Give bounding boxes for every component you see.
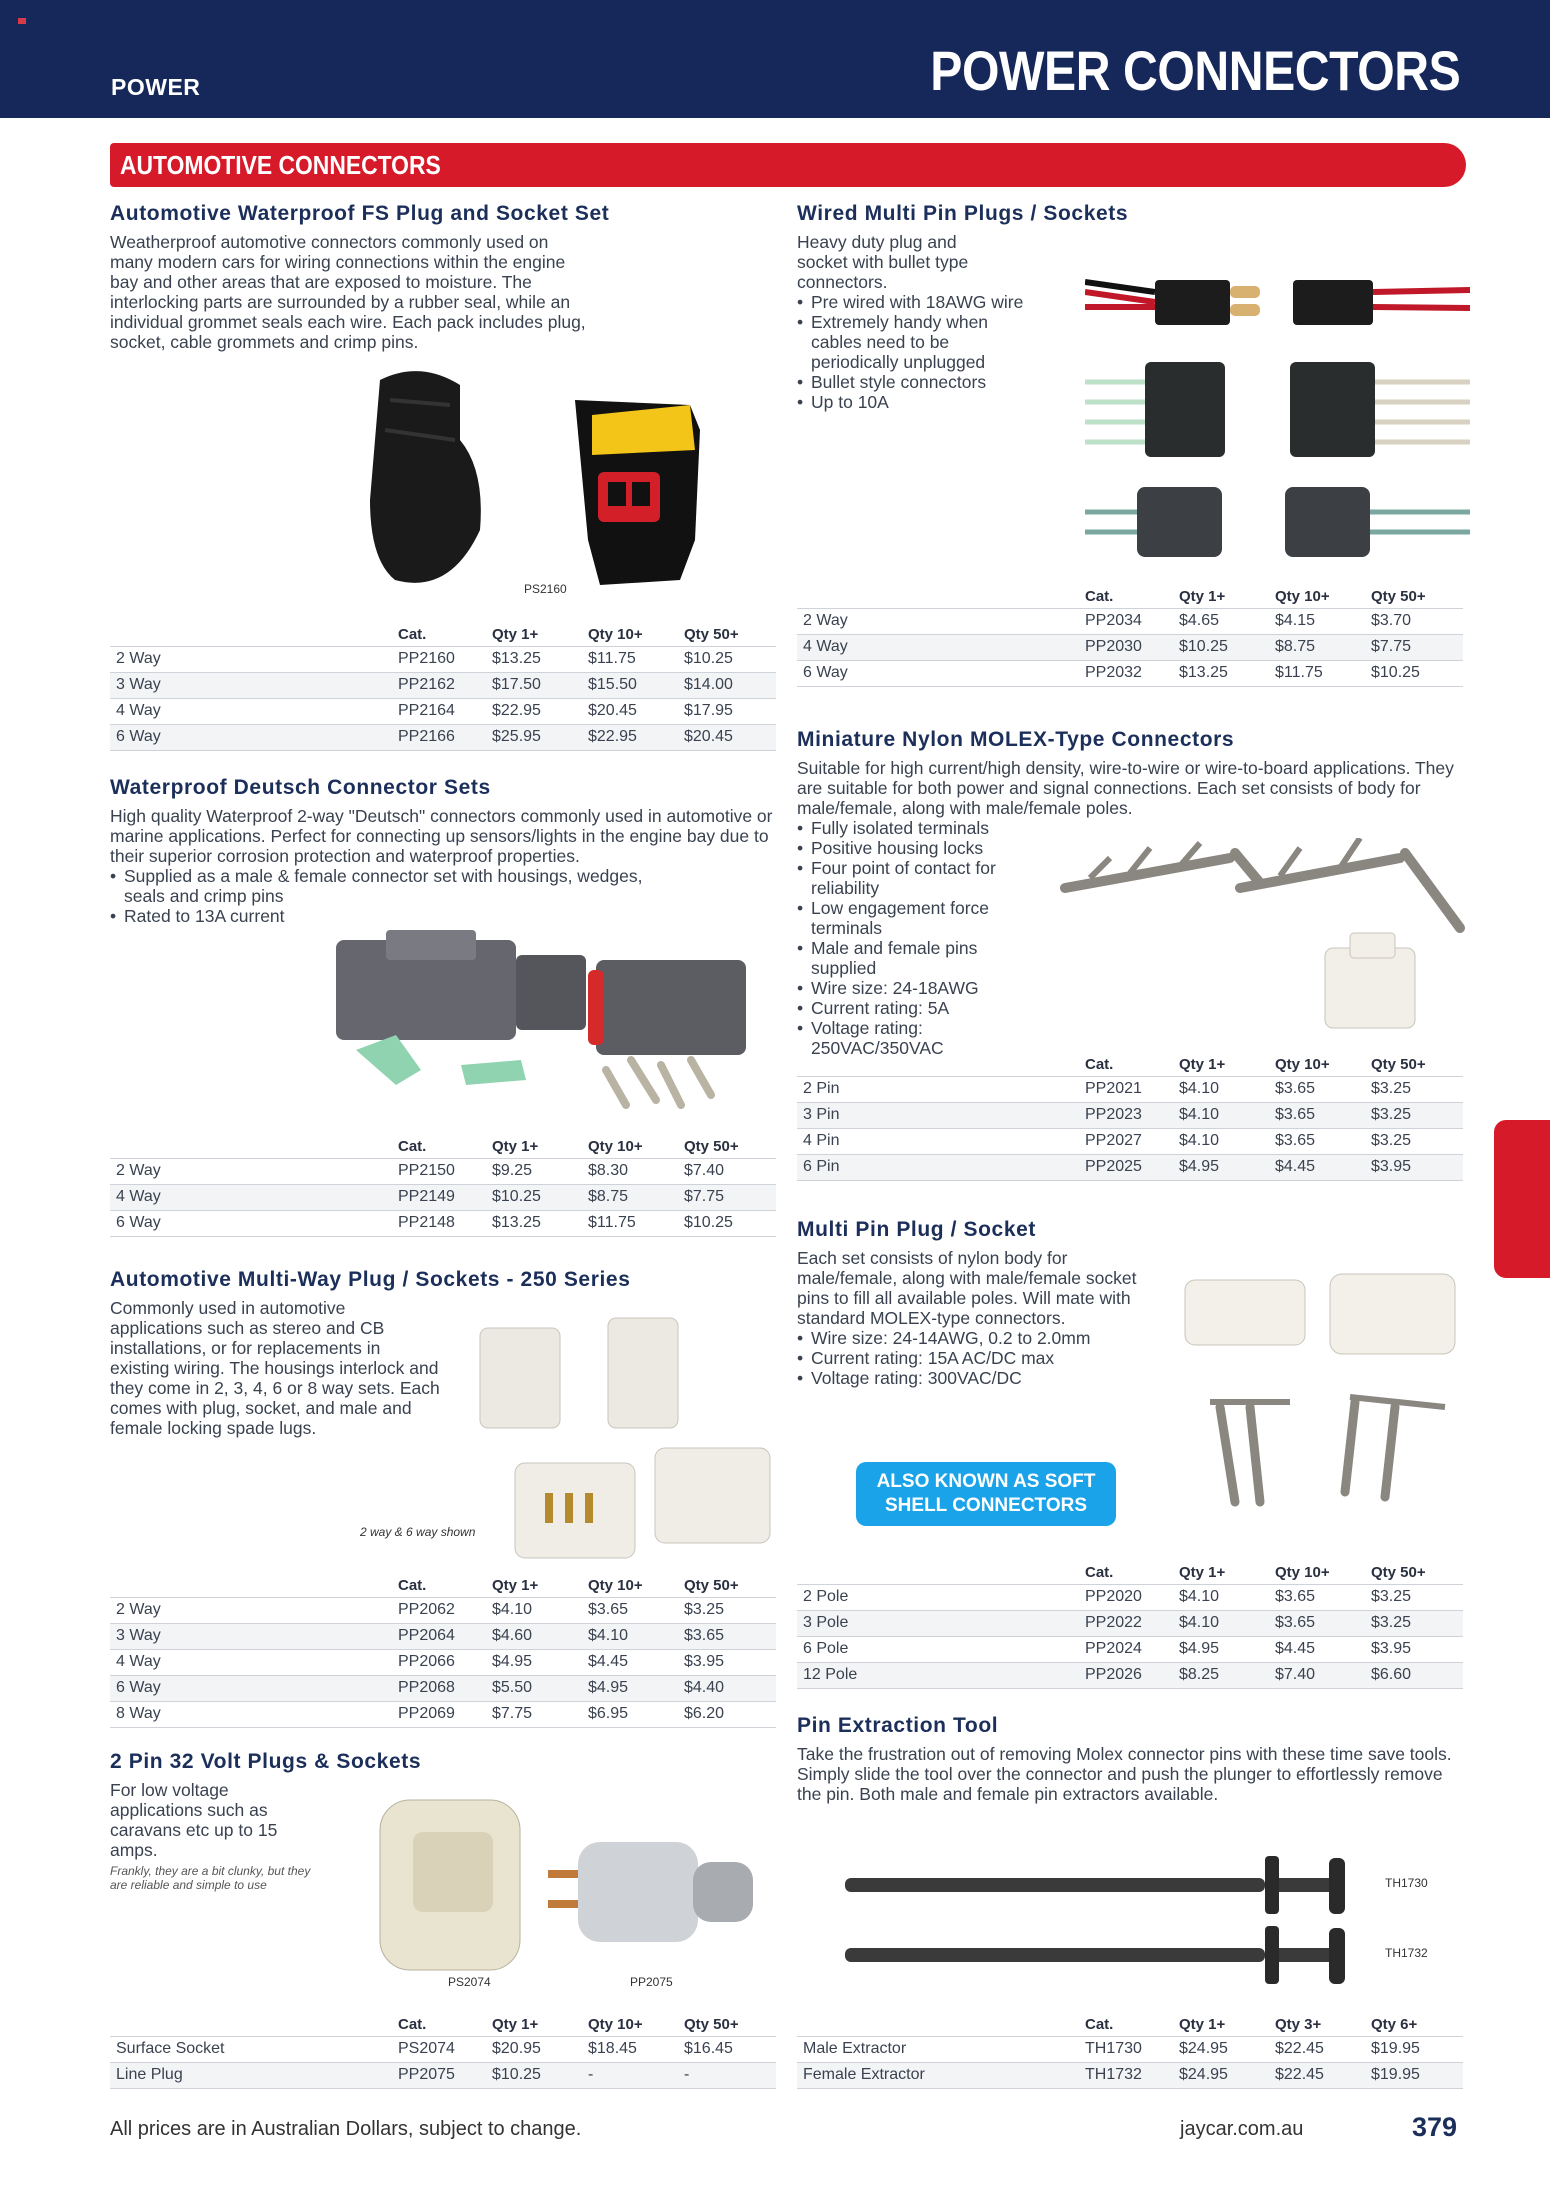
multiway-image-label: 2 way & 6 way shown [360,1525,476,1539]
variant-cell: 8 Way [110,1701,398,1727]
price-cell: $3.25 [684,1597,776,1623]
price-cell: - [588,2062,684,2088]
extract-image-label-1: TH1730 [1385,1876,1428,1890]
price-cell: $4.10 [492,1597,588,1623]
price-cell: $10.25 [684,646,776,672]
deutsch-price-table [110,1134,776,1237]
variant-cell: 6 Pin [797,1154,1085,1180]
table-row [110,1158,776,1184]
multipin-image [1180,1262,1470,1517]
col-qty10: Qty 10+ [588,2012,684,2036]
col-qty1: Qty 1+ [1179,1560,1275,1584]
bullet-item: • Supplied as a male & female connector set with housings, wedges, seals and crimp pins [110,866,670,906]
cat-cell: TH1732 [1085,2062,1179,2088]
price-cell: $13.25 [1179,660,1275,686]
cat-cell: PP2023 [1085,1102,1179,1128]
bullet-item: • Wire size: 24-14AWG, 0.2 to 2.0mm [797,1328,1157,1348]
bullet-item: • Voltage rating: 300VAC/DC [797,1368,1157,1388]
price-cell: $3.65 [588,1597,684,1623]
table-row [797,1610,1463,1636]
table-row [797,2036,1463,2062]
col-qty50: Qty 50+ [684,622,776,646]
variant-cell: 2 Pin [797,1076,1085,1102]
molex-price-table [797,1052,1463,1181]
variant-cell: 2 Way [110,646,398,672]
table-row [797,1662,1463,1688]
extract-image-label-2: TH1732 [1385,1946,1428,1960]
bullet-item: • Rated to 13A current [110,906,670,926]
price-cell: $3.65 [1275,1128,1371,1154]
variant-cell: 3 Way [110,1623,398,1649]
pin32-image [368,1792,788,1982]
col-qty1: Qty 1+ [492,1134,588,1158]
page-number: 379 [1412,2112,1458,2142]
multipin-price-table [797,1560,1463,1689]
price-cell: $5.50 [492,1675,588,1701]
multiway-connector-image [470,1308,780,1568]
page-header [0,0,1550,118]
col-cat: Cat. [1085,2012,1179,2036]
price-cell: $22.45 [1275,2036,1371,2062]
table-row [797,1154,1463,1180]
bullet-item: • Wire size: 24-18AWG [797,978,1027,998]
product-bullets [797,292,1027,412]
product-description: Weatherproof automotive connectors commonly used on many modern cars for wiring connections within the engine bay and other areas that are exposed to moisture. The interlocking parts are surrounded by a rubber seal, while an individual grommet seals each wire. Each pack includes plug, socket, cable grommets and crimp pins. [110,232,586,352]
product-title: Pin Extraction Tool [797,1714,999,1737]
table-row [110,672,776,698]
pin32-image-label-2: PP2075 [630,1975,673,1989]
col-cat: Cat. [398,1573,492,1597]
price-cell: - [684,2062,776,2088]
price-cell: $4.10 [1179,1128,1275,1154]
col-cat: Cat. [398,622,492,646]
product-bullets [797,818,1027,1058]
variant-cell: 6 Way [110,1675,398,1701]
price-cell: $13.25 [492,646,588,672]
col-qty50: Qty 50+ [684,1134,776,1158]
variant-cell: Line Plug [110,2062,398,2088]
table-row [110,1701,776,1727]
cat-cell: PP2064 [398,1623,492,1649]
price-cell: $18.45 [588,2036,684,2062]
section-label: POWER [111,74,201,100]
price-cell: $8.75 [1275,634,1371,660]
bullet-item: • Male and female pins supplied [797,938,1027,978]
cat-cell: PP2068 [398,1675,492,1701]
product-title: Wired Multi Pin Plugs / Sockets [797,202,1129,225]
price-cell: $4.60 [492,1623,588,1649]
col-cat: Cat. [398,2012,492,2036]
cat-cell: PP2032 [1085,660,1179,686]
variant-cell: 6 Way [110,1210,398,1236]
table-row [110,724,776,750]
price-cell: $4.10 [588,1623,684,1649]
extraction-tool-image [845,1848,1365,1998]
bullet-item: • Current rating: 15A AC/DC max [797,1348,1157,1368]
price-cell: $20.95 [492,2036,588,2062]
footer-note: All prices are in Australian Dollars, subject to change. [110,2118,582,2140]
price-cell: $14.00 [684,672,776,698]
price-cell: $19.95 [1371,2036,1463,2062]
price-cell: $3.95 [684,1649,776,1675]
cat-cell: PP2062 [398,1597,492,1623]
bullet-item: • Fully isolated terminals [797,818,1027,838]
variant-cell: 6 Way [797,660,1085,686]
price-cell: $3.25 [1371,1102,1463,1128]
price-cell: $25.95 [492,724,588,750]
bullet-item: • Extremely handy when cables need to be periodically unplugged [797,312,1027,372]
price-cell: $3.70 [1371,608,1463,634]
variant-cell: 12 Pole [797,1662,1085,1688]
bullet-item: • Voltage rating: 250VAC/350VAC [797,1018,1027,1058]
price-cell: $4.95 [492,1649,588,1675]
variant-cell: 4 Pin [797,1128,1085,1154]
price-cell: $4.65 [1179,608,1275,634]
variant-cell: Surface Socket [110,2036,398,2062]
page-title: POWER CONNECTORS [929,39,1460,102]
product-description: For low voltage applications such as caravans etc up to 15 amps. [110,1780,278,1860]
product-description: Heavy duty plug and socket with bullet type connectors. [797,232,969,292]
cat-cell: PP2030 [1085,634,1179,660]
price-cell: $19.95 [1371,2062,1463,2088]
price-cell: $13.25 [492,1210,588,1236]
price-cell: $4.45 [1275,1636,1371,1662]
table-row [797,1102,1463,1128]
deutsch-connector-image [326,920,786,1140]
cat-cell: PP2164 [398,698,492,724]
product-description: Each set consists of nylon body for male/female, along with male/female socket pins to fill all available poles. Will mate with standard MOLEX-type connectors. [797,1248,1137,1328]
table-row [110,2036,776,2062]
price-cell: $3.25 [1371,1610,1463,1636]
col-qty50: Qty 50+ [1371,1052,1463,1076]
cat-cell: PP2148 [398,1210,492,1236]
price-cell: $3.65 [684,1623,776,1649]
col-qty10: Qty 10+ [1275,1052,1371,1076]
price-cell: $4.95 [588,1675,684,1701]
variant-cell: Female Extractor [797,2062,1085,2088]
price-cell: $6.60 [1371,1662,1463,1688]
price-cell: $20.45 [684,724,776,750]
col-qty1: Qty 1+ [492,622,588,646]
bullet-item: • Four point of contact for reliability [797,858,1027,898]
price-cell: $4.45 [588,1649,684,1675]
col-qty10: Qty 10+ [1275,1560,1371,1584]
table-row [110,2062,776,2088]
product-note: Frankly, they are a bit clunky, but they are reliable and simple to use [110,1864,311,1892]
price-cell: $3.65 [1275,1584,1371,1610]
table-row [797,634,1463,660]
col-cat: Cat. [1085,584,1179,608]
cat-cell: PP2034 [1085,608,1179,634]
col-qty10: Qty 10+ [1275,584,1371,608]
col-qty1: Qty 1+ [492,1573,588,1597]
footer-site-link[interactable]: jaycar.com.au [1180,2118,1304,2140]
price-cell: $7.75 [492,1701,588,1727]
product-title: 2 Pin 32 Volt Plugs & Sockets [110,1750,422,1773]
col-qty1: Qty 1+ [1179,2012,1275,2036]
variant-cell: 4 Way [110,698,398,724]
bullet-item: • Bullet style connectors [797,372,1027,392]
cat-cell: PP2149 [398,1184,492,1210]
cat-cell: PP2025 [1085,1154,1179,1180]
price-cell: $4.10 [1179,1102,1275,1128]
price-cell: $7.75 [684,1184,776,1210]
product-title: Automotive Waterproof FS Plug and Socket Set [110,202,610,225]
price-cell: $3.95 [1371,1636,1463,1662]
variant-cell: 6 Pole [797,1636,1085,1662]
cat-cell: PP2150 [398,1158,492,1184]
cat-cell: PP2160 [398,646,492,672]
price-cell: $15.50 [588,672,684,698]
price-cell: $24.95 [1179,2036,1275,2062]
col-qty10: Qty 10+ [588,1134,684,1158]
product-bullets [797,1328,1157,1388]
price-cell: $10.25 [1371,660,1463,686]
col-qty6: Qty 6+ [1371,2012,1463,2036]
col-qty10: Qty 10+ [588,622,684,646]
table-row [797,1584,1463,1610]
price-cell: $3.95 [1371,1154,1463,1180]
table-row [797,1128,1463,1154]
cat-cell: TH1730 [1085,2036,1179,2062]
category-banner [110,143,1466,187]
product-title: Automotive Multi-Way Plug / Sockets - 250 Series [110,1268,631,1291]
variant-cell: Male Extractor [797,2036,1085,2062]
table-row [110,1184,776,1210]
price-cell: $8.25 [1179,1662,1275,1688]
variant-cell: 4 Way [797,634,1085,660]
cat-cell: PP2075 [398,2062,492,2088]
variant-cell: 3 Way [110,672,398,698]
variant-cell: 2 Pole [797,1584,1085,1610]
wired-price-table [797,584,1463,687]
pin32-price-table [110,2012,776,2089]
table-row [110,1597,776,1623]
bullet-item: • Up to 10A [797,392,1027,412]
category-banner-label: AUTOMOTIVE CONNECTORS [120,150,441,180]
price-cell: $4.40 [684,1675,776,1701]
table-row [110,1675,776,1701]
price-cell: $22.95 [588,724,684,750]
col-cat: Cat. [398,1134,492,1158]
callout-line-2: SHELL CONNECTORS [885,1495,1087,1516]
price-cell: $7.40 [1275,1662,1371,1688]
col-qty1: Qty 1+ [1179,1052,1275,1076]
price-cell: $7.75 [1371,634,1463,660]
table-row [797,1076,1463,1102]
table-row [110,698,776,724]
price-cell: $7.40 [684,1158,776,1184]
col-qty1: Qty 1+ [492,2012,588,2036]
price-cell: $11.75 [588,1210,684,1236]
price-cell: $22.95 [492,698,588,724]
col-qty50: Qty 50+ [1371,584,1463,608]
cat-cell: PS2074 [398,2036,492,2062]
bullet-item: • Low engagement force terminals [797,898,1027,938]
bullet-item: • Current rating: 5A [797,998,1027,1018]
table-row [110,646,776,672]
product-title: Miniature Nylon MOLEX-Type Connectors [797,728,1235,751]
col-qty1: Qty 1+ [1179,584,1275,608]
fs-connector-image [360,360,760,600]
price-cell: $20.45 [588,698,684,724]
col-qty50: Qty 50+ [684,1573,776,1597]
table-row [797,660,1463,686]
fs-price-table [110,622,776,751]
price-cell: $3.25 [1371,1128,1463,1154]
price-cell: $4.45 [1275,1154,1371,1180]
product-fs-plug [110,202,610,352]
product-deutsch [110,776,778,926]
variant-cell: 3 Pin [797,1102,1085,1128]
product-description: High quality Waterproof 2-way "Deutsch" connectors commonly used in automotive or marine applications. Perfect for connecting up sensors/lights in the engine bay due to their superior corrosion protection and waterproof properties. [110,806,773,866]
price-cell: $4.15 [1275,608,1371,634]
wired-connector-image [1085,262,1470,572]
price-cell: $3.65 [1275,1076,1371,1102]
price-cell: $6.20 [684,1701,776,1727]
cat-cell: PP2069 [398,1701,492,1727]
price-cell: $10.25 [492,1184,588,1210]
pin32-image-label-1: PS2074 [448,1975,491,1989]
variant-cell: 3 Pole [797,1610,1085,1636]
menu-marker [18,18,26,24]
price-cell: $10.25 [492,2062,588,2088]
table-row [797,1636,1463,1662]
price-cell: $4.95 [1179,1636,1275,1662]
cat-cell: PP2162 [398,672,492,698]
product-title: Waterproof Deutsch Connector Sets [110,776,491,799]
price-cell: $17.50 [492,672,588,698]
price-cell: $17.95 [684,698,776,724]
fs-image-label: PS2160 [524,582,567,596]
price-cell: $11.75 [588,646,684,672]
product-description: Suitable for high current/high density, wire-to-wire or wire-to-board applications. They are suitable for both power and signal connections. Each set consists of body for male/female, along with male/female poles. [797,758,1454,818]
price-cell: $10.25 [1179,634,1275,660]
callout-line-1: ALSO KNOWN AS SOFT [876,1471,1096,1492]
product-description: Take the frustration out of removing Molex connector pins with these time save tools. Simply slide the tool over the connector and push the plunger to effortlessly remove the pin. Both male and female pin extractors available. [797,1744,1452,1804]
bullet-item: • Positive housing locks [797,838,1027,858]
cat-cell: PP2026 [1085,1662,1179,1688]
product-description: Commonly used in automotive applications such as stereo and CB installations, or for replacements in existing wiring. The housings interlock and they come in 2, 3, 4, 6 or 8 way sets. Each comes with plug, socket, and male and female locking spade lugs. [110,1298,440,1438]
cat-cell: PP2024 [1085,1636,1179,1662]
col-cat: Cat. [1085,1052,1179,1076]
table-row [110,1623,776,1649]
price-cell: $16.45 [684,2036,776,2062]
multiway-price-table [110,1573,776,1728]
price-cell: $22.45 [1275,2062,1371,2088]
cat-cell: PP2020 [1085,1584,1179,1610]
col-qty50: Qty 50+ [1371,1560,1463,1584]
price-cell: $4.95 [1179,1154,1275,1180]
price-cell: $4.10 [1179,1610,1275,1636]
table-row [110,1649,776,1675]
extract-price-table [797,2012,1463,2089]
price-cell: $24.95 [1179,2062,1275,2088]
variant-cell: 2 Way [797,608,1085,634]
price-cell: $3.25 [1371,1584,1463,1610]
cat-cell: PP2066 [398,1649,492,1675]
price-cell: $11.75 [1275,660,1371,686]
variant-cell: 4 Way [110,1184,398,1210]
bullet-item: • Pre wired with 18AWG wire [797,292,1027,312]
section-side-tab[interactable] [1494,1120,1550,1278]
cat-cell: PP2166 [398,724,492,750]
variant-cell: 6 Way [110,724,398,750]
col-qty10: Qty 10+ [588,1573,684,1597]
cat-cell: PP2022 [1085,1610,1179,1636]
col-qty50: Qty 50+ [684,2012,776,2036]
price-cell: $3.25 [1371,1076,1463,1102]
variant-cell: 2 Way [110,1158,398,1184]
price-cell: $3.65 [1275,1610,1371,1636]
variant-cell: 4 Way [110,1649,398,1675]
product-title: Multi Pin Plug / Socket [797,1218,1036,1241]
soft-shell-callout [856,1462,1116,1526]
table-row [797,608,1463,634]
product-pin-extraction [797,1714,1477,1804]
price-cell: $9.25 [492,1158,588,1184]
price-cell: $10.25 [684,1210,776,1236]
product-bullets [110,866,670,926]
col-qty3: Qty 3+ [1275,2012,1371,2036]
table-row [110,1210,776,1236]
price-cell: $8.75 [588,1184,684,1210]
molex-image [1060,838,1470,1058]
price-cell: $4.10 [1179,1076,1275,1102]
variant-cell: 2 Way [110,1597,398,1623]
price-cell: $8.30 [588,1158,684,1184]
cat-cell: PP2027 [1085,1128,1179,1154]
price-cell: $3.65 [1275,1102,1371,1128]
price-cell: $4.10 [1179,1584,1275,1610]
cat-cell: PP2021 [1085,1076,1179,1102]
col-cat: Cat. [1085,1560,1179,1584]
table-row [797,2062,1463,2088]
price-cell: $6.95 [588,1701,684,1727]
